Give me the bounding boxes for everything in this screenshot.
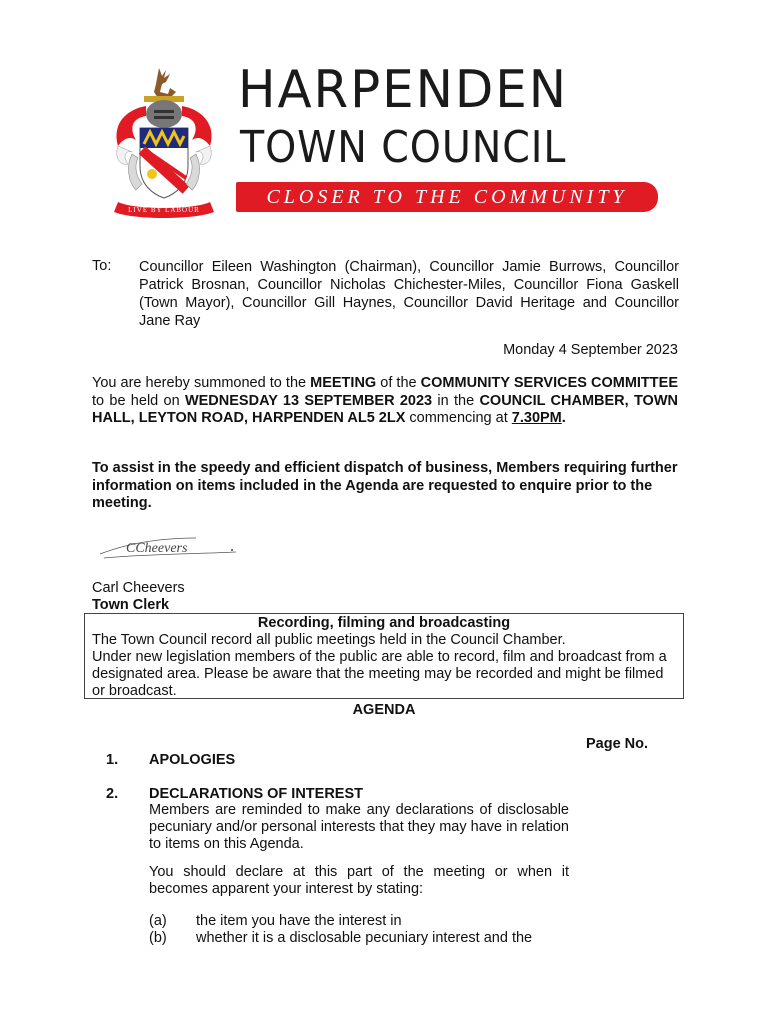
agenda-heading: AGENDA bbox=[352, 702, 416, 718]
letter-date: Monday 4 September 2023 bbox=[503, 342, 678, 358]
meeting-summons: You are hereby summoned to the MEETING of the COMMUNITY SERVICES COMMITTEE to be held on WEDNESDAY 13 SEPTEMBER 2023 in the COUNCIL CHAMBER, TOWN HALL, LEYTON ROAD, HARPENDEN AL5 2LX commencing at 7.30PM. bbox=[92, 375, 678, 426]
recording-notice-body: The Town Council record all public meetings held in the Council Chamber. Under new legislation members of the public are able to record, film and broadcast from a designated area. Please be aware that the meeting may be recorded and might be filmed or broadcast. bbox=[92, 632, 667, 699]
council-title-line1: HARPENDEN bbox=[238, 60, 568, 120]
agenda-item-title: DECLARATIONS OF INTEREST bbox=[149, 786, 364, 802]
clerk-signature bbox=[96, 524, 246, 564]
subitem-label: (b) bbox=[149, 930, 167, 946]
recording-notice-title: Recording, filming and broadcasting bbox=[257, 615, 511, 631]
subitem-text: the item you have the interest in bbox=[196, 913, 402, 929]
recipients-list: Councillor Eileen Washington (Chairman), Councillor Jamie Burrows, Councillor Patrick Brosnan, Councillor Nicholas Chichester-Miles, Councillor Fiona Gaskell (Town Mayor), Councillor Gill Haynes, Councillor David Heritage and Councillor Jane Ray bbox=[139, 259, 679, 329]
agenda-item-paragraph: You should declare at this part of the meeting or when it becomes apparent your interest by stating: bbox=[149, 864, 569, 897]
agenda-item-title: APOLOGIES bbox=[149, 752, 236, 768]
page-number-column-label: Page No. bbox=[586, 736, 649, 752]
assist-notice: To assist in the speedy and efficient dispatch of business, Members requiring further information on items included in the Agenda are requested to enquire prior to the meeting. bbox=[92, 460, 678, 511]
agenda-item-number: 2. bbox=[106, 786, 119, 802]
council-title-line2: TOWN COUNCIL bbox=[240, 122, 567, 173]
council-crest-logo bbox=[104, 66, 224, 221]
svg-text:CCheevers: CCheevers bbox=[126, 541, 188, 556]
clerk-title: Town Clerk bbox=[92, 597, 170, 613]
subitem-label: (a) bbox=[149, 913, 167, 929]
agenda-item-paragraph: Members are reminded to make any declarations of disclosable pecuniary and/or personal interests that they may have in relation to items on this Agenda. bbox=[149, 802, 569, 852]
slogan-banner: CLOSER TO THE COMMUNITY bbox=[236, 182, 658, 212]
clerk-name: Carl Cheevers bbox=[92, 580, 185, 596]
subitem-text: whether it is a disclosable pecuniary interest and the bbox=[196, 930, 533, 946]
recipients-label: To: bbox=[92, 258, 112, 274]
agenda-item-number: 1. bbox=[106, 752, 119, 768]
crest-motto: LIVE BY LABOUR bbox=[128, 206, 200, 214]
